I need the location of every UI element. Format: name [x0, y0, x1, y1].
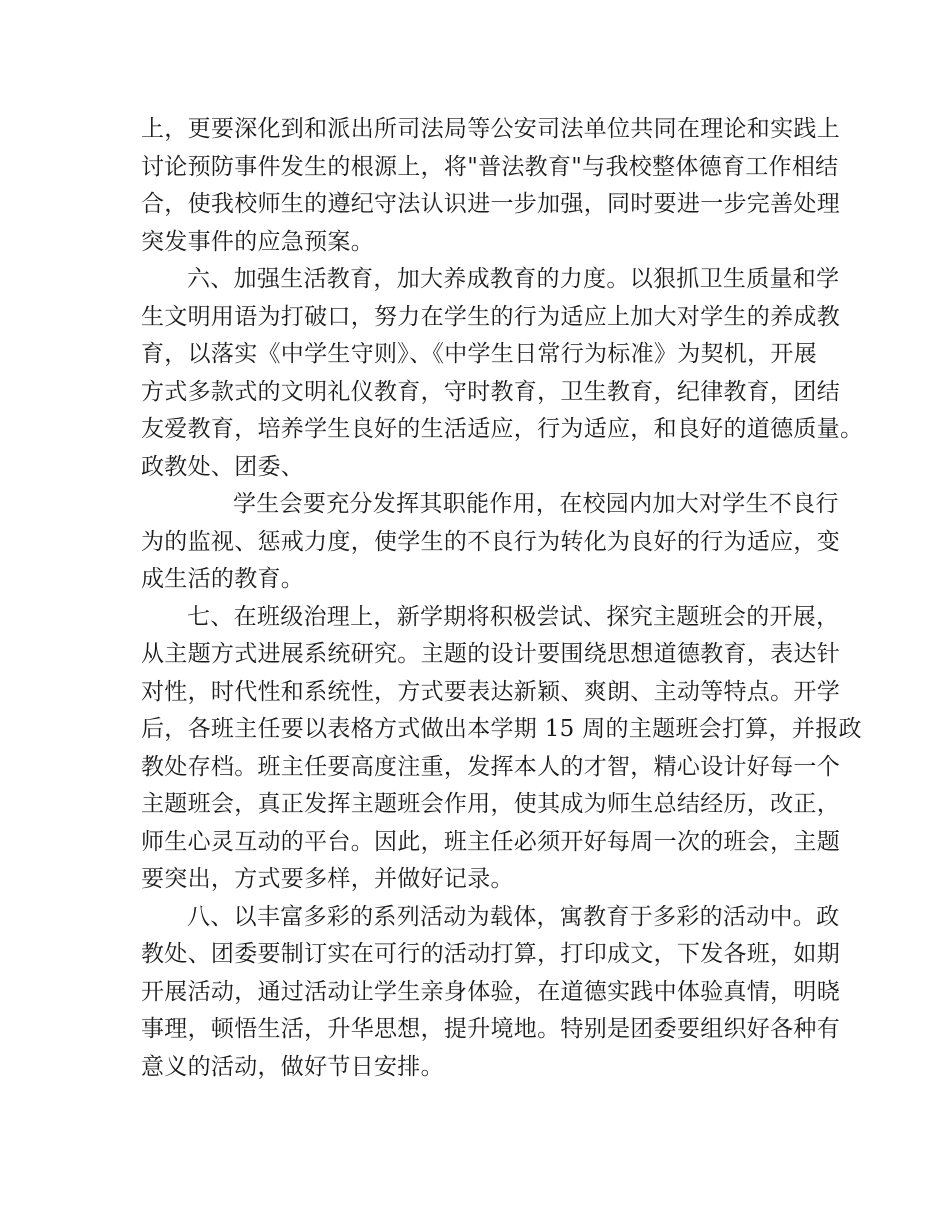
text-line: 主题班会，真正发挥主题班会作用，使其成为师生总结经历，改正， — [141, 791, 840, 817]
text-line: 教处、团委要制订实在可行的活动打算，打印成文，下发各班，如期 — [141, 941, 840, 967]
text-line: 从主题方式进展系统研究。主题的设计要围绕思想道德教育，表达针 — [141, 641, 840, 667]
text-line: 成生活的教育。 — [141, 566, 305, 592]
text-line: 合，使我校师生的遵纪守法认识进一步加强，同时要进一步完善处理 — [141, 191, 840, 217]
text-line: 育，以落实《中学生守则》、《中学生日常行为标准》为契机，开展 — [141, 341, 817, 367]
text-line: 上，更要深化到和派出所司法局等公安司法单位共同在理论和实践上 — [141, 116, 840, 142]
text-line: 友爱教育，培养学生良好的生活适应，行为适应，和良好的道德质量。 — [141, 416, 864, 442]
text-line: 后，各班主任要以表格方式做出本学期 15 周的主题班会打算，并报政 — [141, 716, 862, 742]
text-line: 为的监视、惩戒力度，使学生的不良行为转化为良好的行为适应，变 — [141, 528, 840, 555]
text-line: 突发事件的应急预案。 — [141, 228, 374, 255]
document-body — [141, 111, 864, 1086]
text-line: 师生心灵互动的平台。因此，班主任必须开好每周一次的班会，主题 — [141, 828, 840, 855]
text-line: 意义的活动，做好节日安排。 — [141, 1053, 444, 1080]
text-line: 事理，顿悟生活，升华思想，提升境地。特别是团委要组织好各种有 — [141, 1016, 840, 1042]
text-line: 讨论预防事件发生的根源上，将"普法教育"与我校整体德育工作相结 — [141, 153, 839, 180]
text-line: 要突出，方式要多样，并做好记录。 — [141, 866, 514, 892]
text-line: 学生会要充分发挥其职能作用，在校园内加大对学生不良行 — [233, 491, 839, 517]
text-line: 生文明用语为打破口，努力在学生的行为适应上加大对学生的养成教 — [141, 303, 840, 330]
section-6-heading-line: 六、加强生活教育，加大养成教育的力度。以狠抓卫生质量和学 — [187, 266, 840, 292]
section-7-heading-line: 七、在班级治理上，新学期将积极尝试、探究主题班会的开展， — [187, 603, 840, 630]
section-8-heading-line: 八、以丰富多彩的系列活动为载体，寓教育于多彩的活动中。政 — [187, 903, 840, 930]
text-line: 教处存档。班主任要高度注重，发挥本人的才智，精心设计好每一个 — [141, 753, 840, 780]
text-line: 方式多款式的文明礼仪教育，守时教育，卫生教育，纪律教育，团结 — [141, 378, 840, 405]
text-line: 对性，时代性和系统性，方式要表达新颖、爽朗、主动等特点。开学 — [141, 678, 840, 705]
text-line: 开展活动，通过活动让学生亲身体验，在道德实践中体验真情，明晓 — [141, 978, 840, 1005]
text-line: 政教处、团委、 — [141, 453, 305, 480]
